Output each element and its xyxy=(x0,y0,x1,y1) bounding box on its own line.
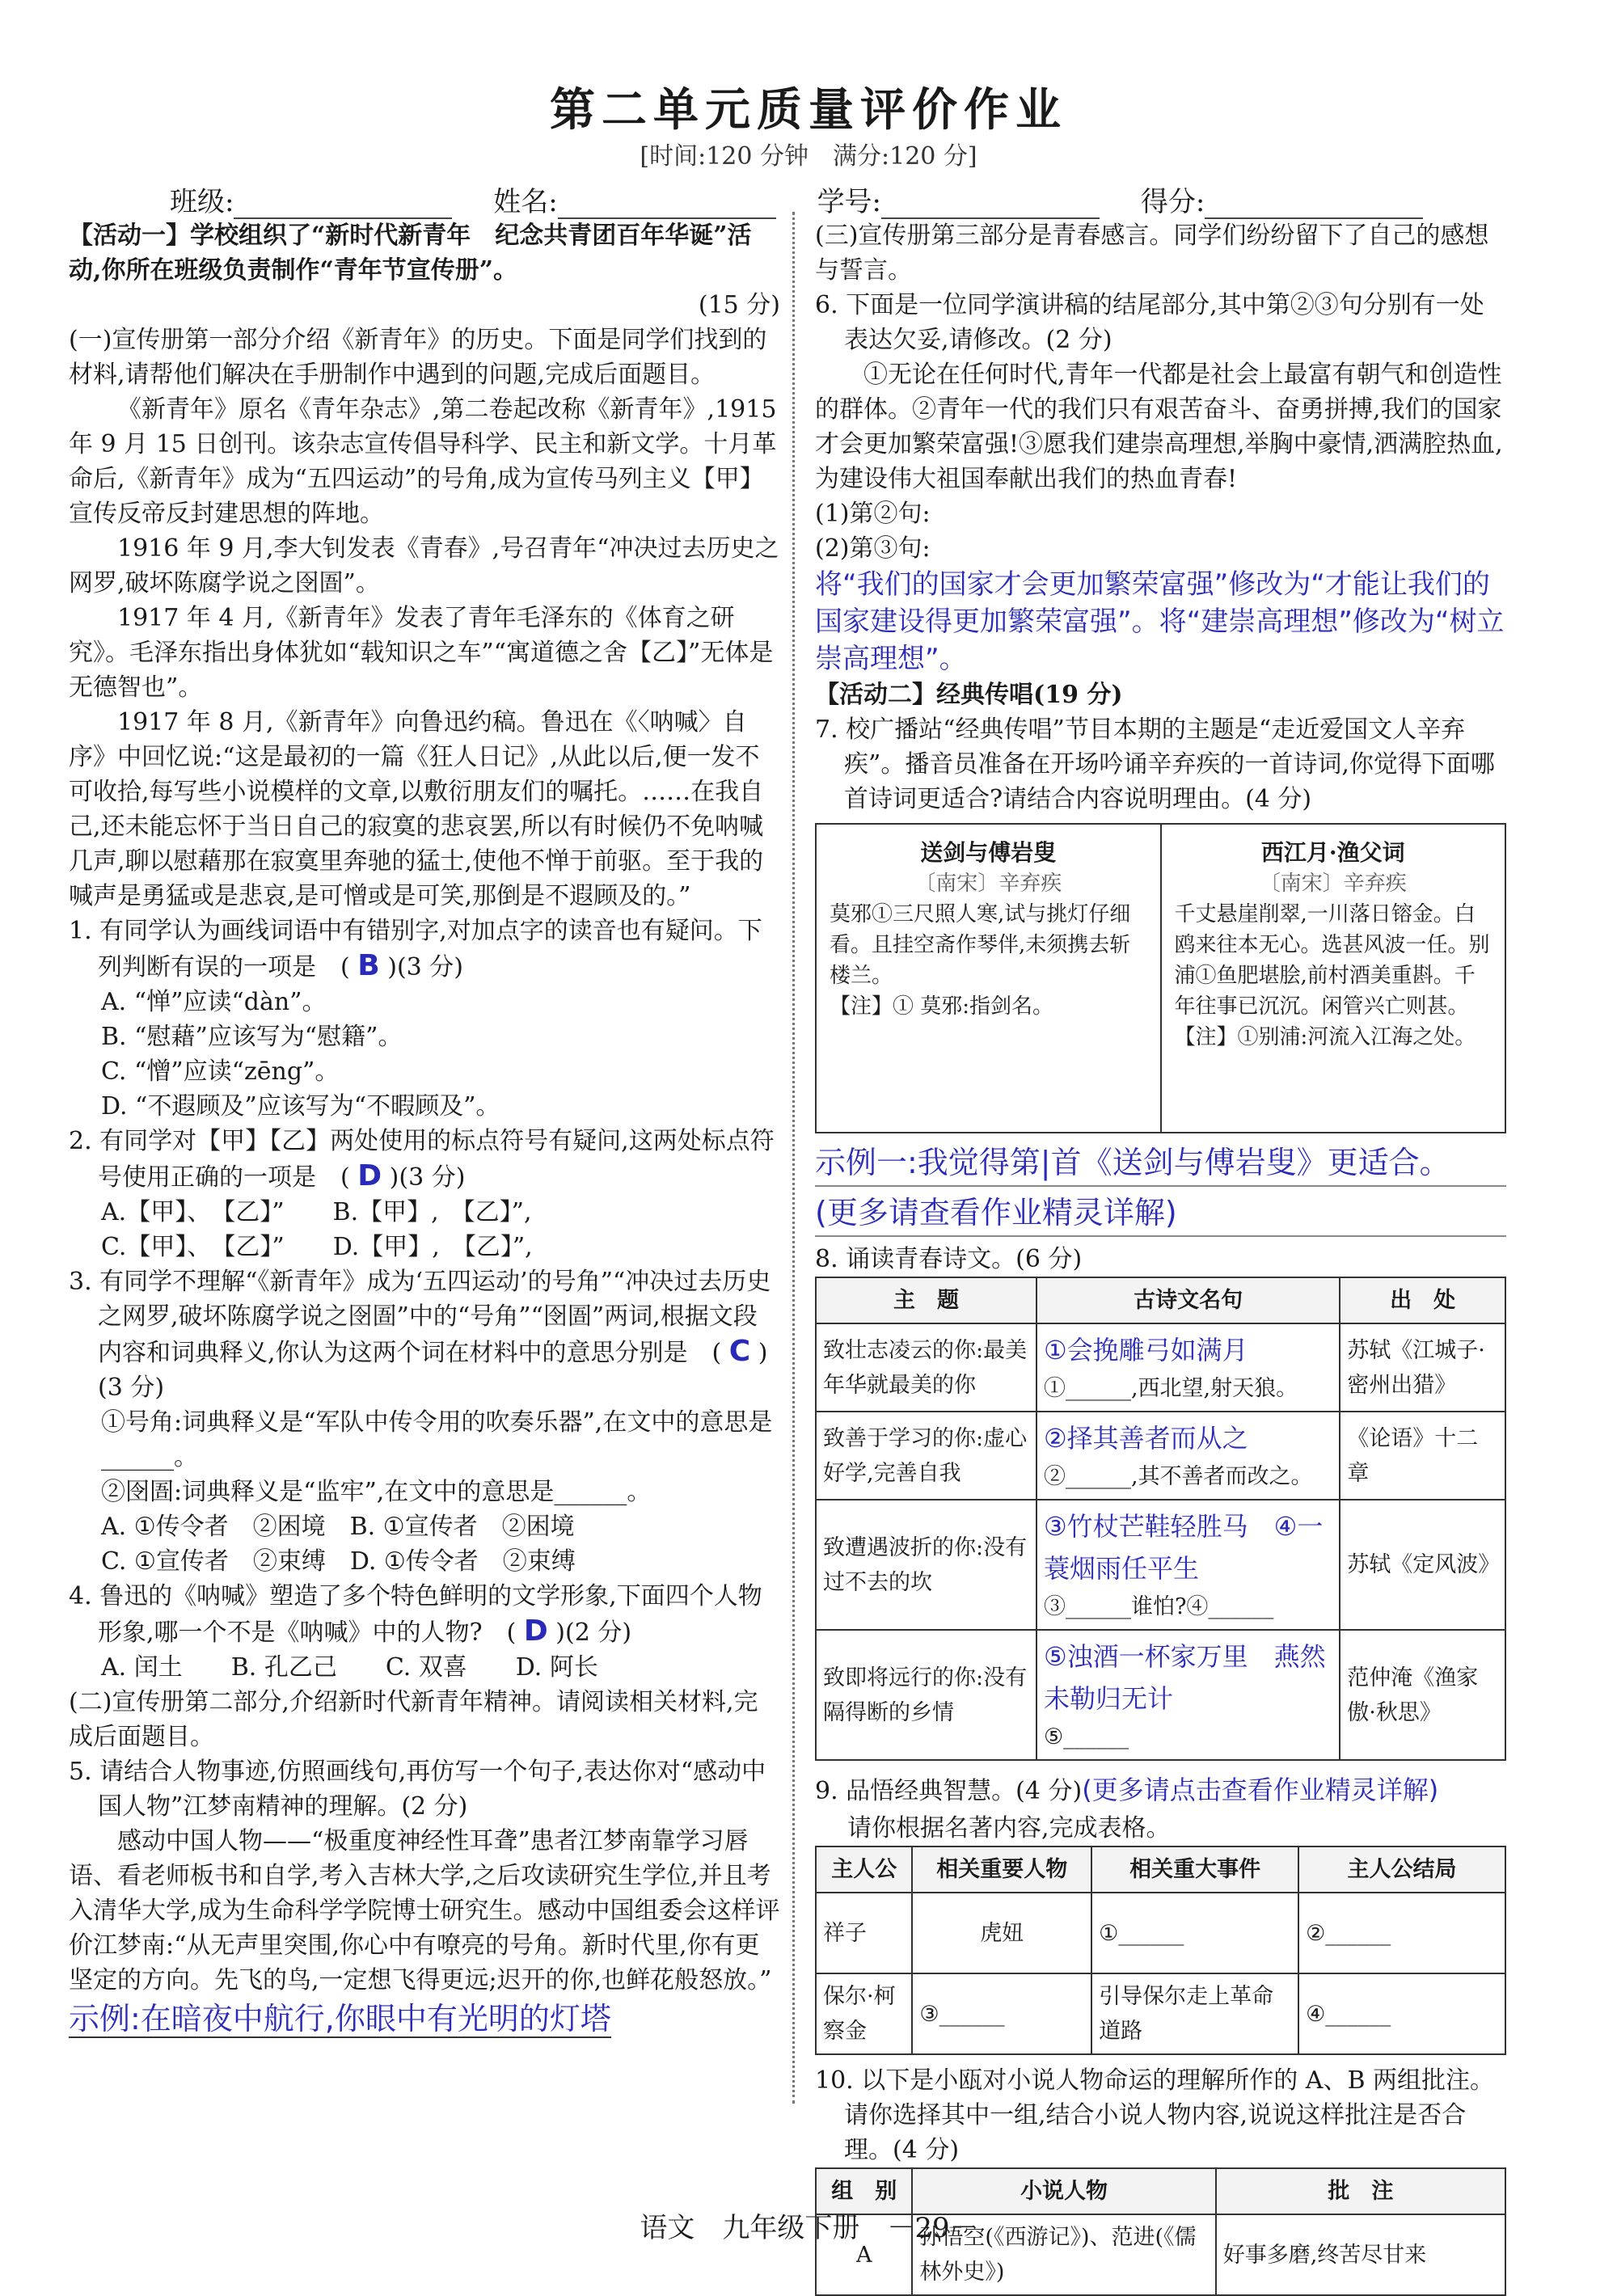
q3-sub-1: ①号角:词典释义是“军队中传令用的吹奏乐器”,在文中的意思是______。 xyxy=(101,1408,773,1471)
question-8: 8. 诵读青春诗文。(6 分) xyxy=(815,1245,1083,1273)
question-2-answer: D xyxy=(357,1159,382,1192)
table-header-cell: 主人公结局 xyxy=(1298,1847,1505,1893)
question-7: 7. 校广播站“经典传唱”节目本期的主题是“走近爱国文人辛弃疾”。播音员准备在开场吟诵辛弃疾的一首诗词,你觉得下面哪首诗词更适合?请结合内容说明理由。(4 分) xyxy=(815,715,1495,813)
q3-options-ab: A. ①传令者 ②困境 B. ①宣传者 ②困境 xyxy=(101,1513,575,1541)
q6-sub-2: (2)第③句: xyxy=(815,534,931,563)
material-para-3: 1917 年 4 月,《新青年》发表了青年毛泽东的《体育之研究》。毛泽东指出身体犹如“载知识之车”“寓道德之舍【乙】”无体是无德智也”。 xyxy=(69,604,774,702)
quote-handwritten: ②择其善者而从之 xyxy=(1043,1423,1248,1454)
table-cell-quote xyxy=(1036,1630,1340,1760)
q1-option-d: D. “不遐顾及”应该写为“不暇顾及”。 xyxy=(101,1092,500,1121)
q8-table xyxy=(815,1277,1506,1761)
q3-sub-2: ②囹圄:词典释义是“监牢”,在文中的意思是______。 xyxy=(101,1478,652,1506)
table-cell-source: 苏轼《定风波》 xyxy=(1340,1500,1505,1630)
question-2-score: (3 分) xyxy=(399,1163,466,1192)
table-cell-source: 苏轼《江城子·密州出猎》 xyxy=(1340,1323,1505,1412)
field-score-label: 得分: xyxy=(1140,186,1205,218)
table-cell-event: 引导保尔走上革命道路 xyxy=(1091,1973,1298,2054)
table-row xyxy=(816,1412,1505,1500)
question-1-text: 1. 有同学认为画线词语中有错别字,对加点字的读音也有疑问。下列判断有误的一项是 xyxy=(69,917,762,981)
question-5: 5. 请结合人物事迹,仿照画线句,再仿写一个句子,表达你对“感动中国人物”江梦南精神的理解。(2 分) xyxy=(69,1758,766,1821)
activity2-title: 【活动二】经典传唱(19 分) xyxy=(815,681,1123,709)
q6-handwritten-answer: 将“我们的国家才会更加繁荣富强”修改为“才能让我们的国家建设得更加繁荣富强”。将“建崇高理想”修改为“树立崇高理想”。 xyxy=(815,568,1505,675)
q4-options: A. 闰土 B. 孔乙己 C. 双喜 D. 阿长 xyxy=(101,1653,598,1682)
question-3: 3. 有同学不理解“《新青年》成为‘五四运动’的号角”“冲决过去历史之网罗,破坏陈腐学说之囹圄”中的“号角”“囹圄”两词,根据文段内容和词典释义,你认为这两个词在材料中的意思分别是 ( C )(3 分) xyxy=(69,1268,771,1402)
question-9 xyxy=(815,1769,1506,1811)
question-3-text: 3. 有同学不理解“《新青年》成为‘五四运动’的号角”“冲决过去历史之网罗,破坏陈腐学说之囹圄”中的“号角”“囹圄”两词,根据文段内容和词典释义,你认为这两个词在材料中的意思分别是 xyxy=(69,1268,771,1367)
table-cell-person[interactable]: ③______ xyxy=(912,1973,1091,2054)
poem-2-note: 【注】①别浦:河流入江海之处。 xyxy=(1174,1025,1476,1049)
poem-2-author: 〔南宋〕辛弃疾 xyxy=(1259,872,1407,896)
poem-1 xyxy=(817,825,1160,1132)
table-cell-quote xyxy=(1036,1323,1340,1412)
question-4-answer: D xyxy=(523,1614,548,1648)
part3-intro: (三)宣传册第三部分是青春感言。同学们纷纷留下了自己的感想与誓言。 xyxy=(815,222,1489,285)
table-cell-quote xyxy=(1036,1500,1340,1630)
question-4-text: 4. 鲁迅的《呐喊》塑造了多个特色鲜明的文学形象,下面四个人物形象,哪一个不是《呐喊》中的人物? xyxy=(69,1582,762,1647)
q9-table xyxy=(815,1846,1506,2055)
field-class-blank[interactable] xyxy=(234,190,452,219)
question-9-text: 9. 品悟经典智慧。(4 分) xyxy=(815,1777,1083,1805)
activity1-title: 【活动一】学校组织了“新时代新青年 纪念共青团百年华诞”活动,你所在班级负责制作“青年节宣传册”。 xyxy=(69,222,752,285)
page-title: 第二单元质量评价作业 xyxy=(550,83,1067,137)
table-header-row xyxy=(816,1847,1505,1893)
poem-1-author: 〔南宋〕辛弃疾 xyxy=(914,872,1062,896)
table-cell-theme: 致即将远行的你:没有隔得断的乡情 xyxy=(816,1630,1036,1760)
table-row xyxy=(816,1973,1505,2054)
poem-box xyxy=(815,823,1506,1133)
table-cell-hero: 祥子 xyxy=(816,1893,912,1973)
question-4-score: (2 分) xyxy=(565,1619,632,1647)
table-cell-event[interactable]: ①______ xyxy=(1091,1893,1298,1973)
table-cell-theme: 致壮志凌云的你:最美年华就最美的你 xyxy=(816,1323,1036,1412)
quote-printed: ③______谁怕?④______ xyxy=(1043,1594,1274,1619)
q7-more-link[interactable]: (更多请查看作业精灵详解) xyxy=(815,1195,1177,1230)
table-header-cell: 相关重要人物 xyxy=(912,1847,1091,1893)
q7-handwritten-answer: 示例一:我觉得第|首《送剑与傅岩叟》更适合。 xyxy=(815,1145,1450,1180)
activity1-score: (15 分) xyxy=(698,291,780,319)
q2-options-cd: C.【甲】、 【乙】” D.【甲】, 【乙】”, xyxy=(101,1233,533,1261)
table-cell-group: A xyxy=(816,2214,912,2295)
column-divider xyxy=(792,212,795,2104)
q1-option-a: A. “惮”应读“dàn”。 xyxy=(101,988,327,1016)
material-para-4: 1917 年 8 月,《新青年》向鲁迅约稿。鲁迅在《〈呐喊〉自序》中回忆说:“这是最初的一篇《狂人日记》,从此以后,便一发不可收拾,每写些小说模样的文章,以敷衍朋友们的嘱托。……在我自己,还未能忘怀于当日自己的寂寞的悲哀罢,所以有时候仍不免呐喊几声,聊以慰藉那在寂寞里奔驰的猛士,使他不惮于前驱。至于我的喊声是勇猛或是悲哀,是可憎或是可笑,那倒是不遐顾及的。” xyxy=(69,708,764,910)
student-info-fields xyxy=(170,179,1544,219)
material-para-1: 《新青年》原名《青年杂志》,第二卷起改称《新青年》,1915 年 9 月 15 日创刊。该杂志宣传倡导科学、民主和新文学。十月革命后,《新青年》成为“五四运动”的号角,成为宣传马列主义【甲】宣传反帝反封建思想的阵地。 xyxy=(69,395,777,528)
table-cell-theme: 致善于学习的你:虚心好学,完善自我 xyxy=(816,1412,1036,1500)
time-score-info: [时间:120 分钟 满分:120 分] xyxy=(640,142,977,171)
table-cell-people: 孙悟空(《西游记》)、范进(《儒林外史》) xyxy=(912,2214,1215,2295)
field-id-blank[interactable] xyxy=(881,190,1100,219)
table-header-cell: 主 题 xyxy=(816,1277,1036,1323)
q6-material: ①无论在任何时代,青年一代都是社会上最富有朝气和创造性的群体。②青年一代的我们只有艰苦奋斗、奋勇拼搏,我们的国家才会更加繁荣富强!③愿我们建崇高理想,举胸中豪情,洒满腔热血,为建设伟大祖国奉献出我们的热血青春! xyxy=(815,361,1503,493)
question-2: 2. 有同学对【甲】【乙】两处使用的标点符号有疑问,这两处标点符号使用正确的一项是 ( D )(3 分) xyxy=(69,1127,775,1192)
quote-printed: ①______,西北望,射天狼。 xyxy=(1043,1376,1298,1401)
poem-1-title: 送剑与傅岩叟 xyxy=(920,839,1057,866)
question-2-text: 2. 有同学对【甲】【乙】两处使用的标点符号有疑问,这两处标点符号使用正确的一项是 xyxy=(69,1127,775,1192)
part1-intro: (一)宣传册第一部分介绍《新青年》的历史。下面是同学们找到的材料,请帮他们解决在手册制作中遇到的问题,完成后面题目。 xyxy=(69,326,767,389)
question-6: 6. 下面是一位同学演讲稿的结尾部分,其中第②③句分别有一处表达欠妥,请修改。(2 分) xyxy=(815,291,1484,354)
table-header-row xyxy=(816,1277,1505,1323)
poem-2-body: 千丈悬崖削翠,一川落日镕金。白鸥来往本无心。选甚风波一任。别浦①鱼肥堪脍,前村酒美重斟。千年往事已沉沉。闲管兴亡则甚。 xyxy=(1174,902,1490,1019)
table-row xyxy=(816,1500,1505,1630)
question-4: 4. 鲁迅的《呐喊》塑造了多个特色鲜明的文学形象,下面四个人物形象,哪一个不是《呐喊》中的人物? ( D )(2 分) xyxy=(69,1582,762,1648)
quote-handwritten: ③竹杖芒鞋轻胜马 ④一蓑烟雨任平生 xyxy=(1043,1511,1324,1584)
poem-1-note: 【注】① 莫邪:指剑名。 xyxy=(830,994,1054,1019)
quote-handwritten: ⑤浊酒一杯家万里 燕然未勒归无计 xyxy=(1043,1641,1326,1714)
q5-answer-text: 示例:在暗夜中航行,你眼中有光明的灯塔 xyxy=(69,2001,611,2036)
table-cell-source: 范仲淹《渔家傲·秋思》 xyxy=(1340,1630,1505,1760)
page-footer: 语文 九年级下册 －29－ xyxy=(640,2212,977,2244)
table-cell-note: 好事多磨,终苦尽甘来 xyxy=(1216,2214,1505,2295)
q9-more-link[interactable]: (更多请点击查看作业精灵详解) xyxy=(1082,1775,1439,1805)
table-header-cell: 组 别 xyxy=(816,2168,912,2214)
table-cell-theme: 致遭遇波折的你:没有过不去的坎 xyxy=(816,1500,1036,1630)
question-3-answer: C xyxy=(728,1335,751,1368)
field-name-blank[interactable] xyxy=(558,190,776,219)
answer-line xyxy=(815,1235,1506,1237)
field-id-label: 学号: xyxy=(817,186,882,218)
table-header-cell: 古诗文名句 xyxy=(1036,1277,1340,1323)
question-1: 1. 有同学认为画线词语中有错别字,对加点字的读音也有疑问。下列判断有误的一项是 ( B )(3 分) xyxy=(69,917,762,982)
field-score-blank[interactable] xyxy=(1205,190,1423,219)
part2-intro: (二)宣传册第二部分,介绍新时代新青年精神。请阅读相关材料,完成后面题目。 xyxy=(69,1688,758,1751)
table-cell-person: 虎妞 xyxy=(912,1893,1091,1973)
table-row xyxy=(816,1630,1505,1760)
quote-printed: ②______,其不善者而改之。 xyxy=(1043,1464,1313,1489)
table-cell-source: 《论语》十二章 xyxy=(1340,1412,1505,1500)
q1-option-b: B. “慰藉”应该写为“慰籍”。 xyxy=(101,1023,403,1051)
table-header-cell: 出 处 xyxy=(1340,1277,1505,1323)
poem-2-title: 西江月·渔父词 xyxy=(1260,839,1405,866)
table-header-cell: 批 注 xyxy=(1216,2168,1505,2214)
q5-material: 感动中国人物——“极重度神经性耳聋”患者江梦南靠学习唇语、看老师板书和自学,考入吉林大学,之后攻读研究生学位,并且考入清华大学,成为生命科学学院博士研究生。感动中国组委会这样评价江梦南:“从无声里突围,你心中有嘹亮的号角。新时代里,你有更坚定的方向。先飞的鸟,一定想飞得更远;迟开的你,也鲜花般怒放。” xyxy=(69,1827,780,1994)
table-header-cell: 主人公 xyxy=(816,1847,912,1893)
table-cell-ending[interactable]: ②______ xyxy=(1298,1893,1505,1973)
table-row xyxy=(816,1893,1505,1973)
table-cell-hero: 保尔·柯察金 xyxy=(816,1973,912,2054)
right-column xyxy=(815,218,1506,2296)
q3-options-cd: C. ①宣传者 ②束缚 D. ①传令者 ②束缚 xyxy=(101,1547,576,1576)
question-1-answer: B xyxy=(357,949,380,982)
table-row xyxy=(816,1323,1505,1412)
question-10: 10. 以下是小瓯对小说人物命运的理解所作的 A、B 两组批注。请你选择其中一组,结合小说人物内容,说说这样批注是否合理。(4 分) xyxy=(815,2066,1495,2164)
q9-instruction: 请你根据名著内容,完成表格。 xyxy=(847,1814,1171,1842)
table-cell-ending[interactable]: ④______ xyxy=(1298,1973,1505,2054)
q2-options-ab: A.【甲】、 【乙】” B.【甲】, 【乙】”, xyxy=(101,1198,532,1226)
quote-printed: ⑤______ xyxy=(1043,1724,1129,1749)
question-3-score: (3 分) xyxy=(98,1374,165,1402)
q5-handwritten-answer xyxy=(69,1998,780,2040)
poem-1-body: 莫邪①三尺照人寒,试与挑灯仔细看。且挂空斋作琴伴,未须携去斩楼兰。 xyxy=(830,902,1131,988)
table-header-cell: 小说人物 xyxy=(912,2168,1215,2214)
table-cell-quote xyxy=(1036,1412,1340,1500)
quote-handwritten: ①会挽雕弓如满月 xyxy=(1043,1335,1248,1365)
field-class-label: 班级: xyxy=(170,186,234,218)
left-column xyxy=(69,218,780,2040)
answer-line xyxy=(815,1185,1506,1187)
material-para-2: 1916 年 9 月,李大钊发表《青春》,号召青年“冲决过去历史之网罗,破坏陈腐学说之囹圄”。 xyxy=(69,534,779,597)
q6-sub-1: (1)第②句: xyxy=(815,500,931,528)
question-1-score: (3 分) xyxy=(396,953,463,981)
q1-option-c: C. “憎”应读“zēng”。 xyxy=(101,1057,340,1086)
poem-2 xyxy=(1160,825,1505,1132)
table-header-cell: 相关重大事件 xyxy=(1091,1847,1298,1893)
field-name-label: 姓名: xyxy=(493,186,558,218)
